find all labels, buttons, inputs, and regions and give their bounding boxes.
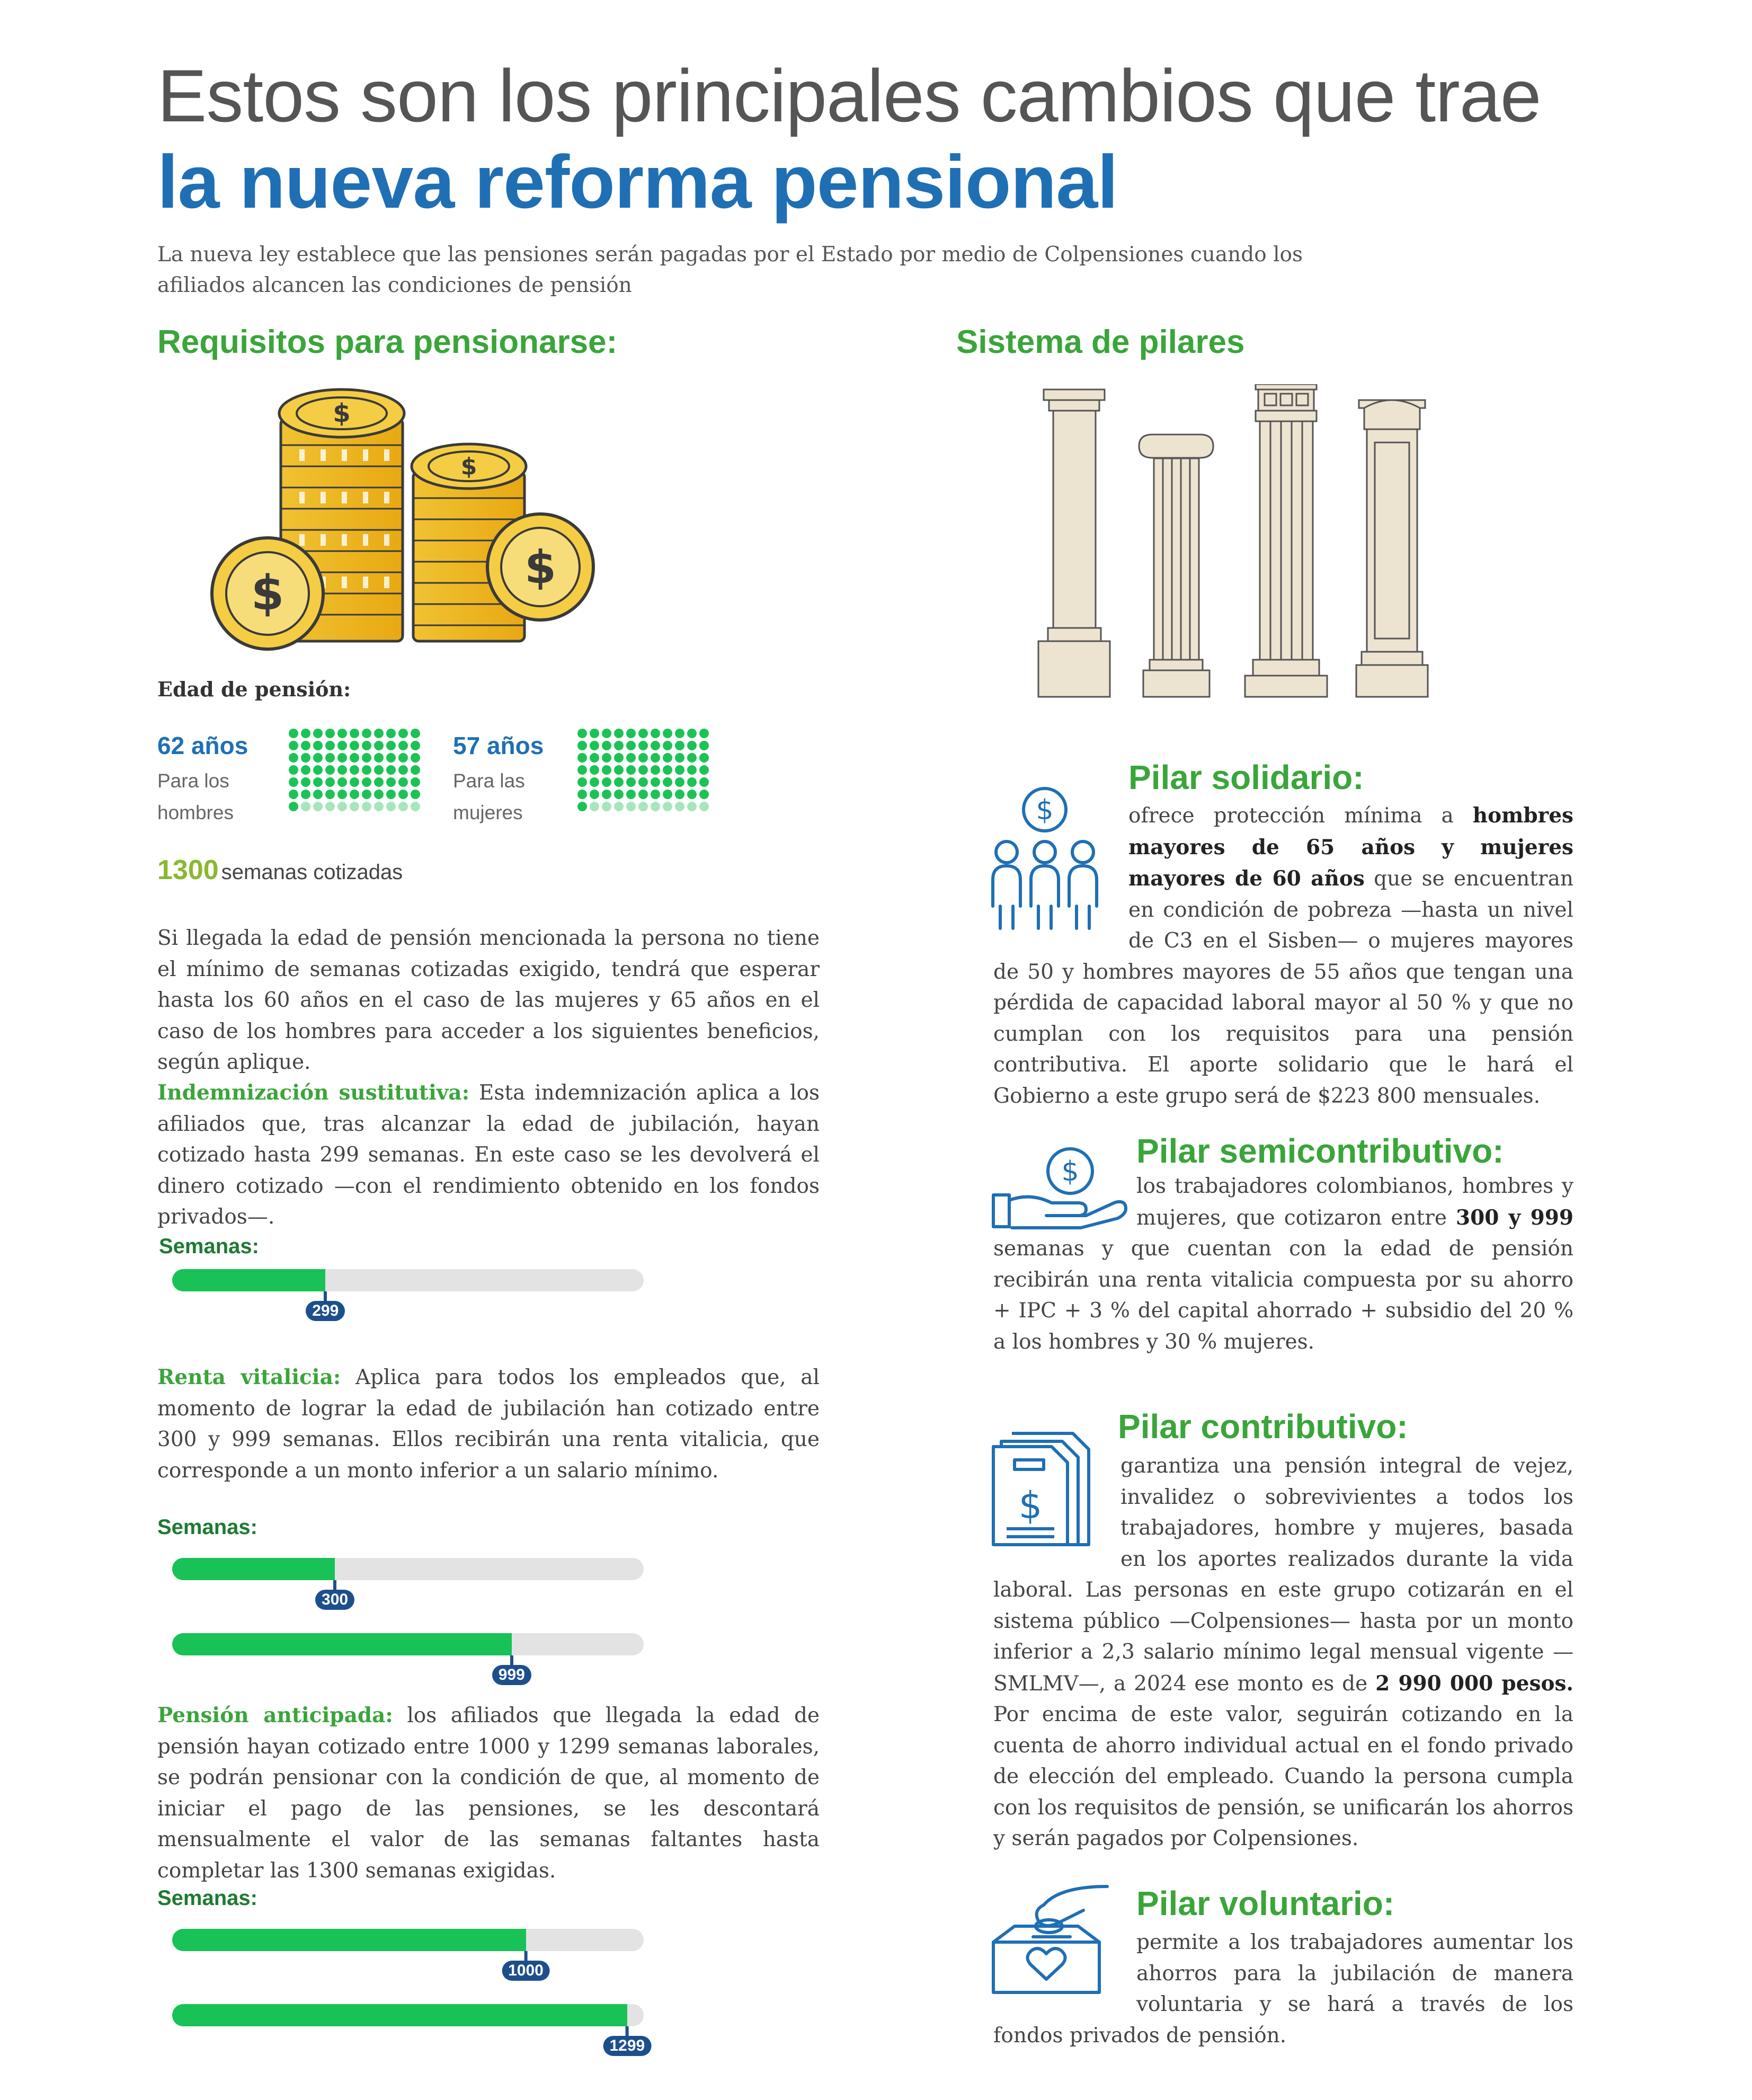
pilar-contributivo-text: garantiza una pensión integral de vejez, invalidez o sobrevivientes a todos los trabajadores, hombre y mujeres, basada en los aportes realizados durante la vida laboral. Las personas en este grupo cotizarán en el sistema público —Colpensiones— hasta por un monto inferior a 2,3 salario mínimo legal mensual vigente —SMLMV—, a 2024 ese monto es de 2 990 000 pesos. Por encima de este valor, seguirán cotizando en la cuenta de ahorro individual actual en el fondo privado de elección del empleado. Cuando la persona cumpla con los requisitos de pensión, se unificarán los ahorros y serán pagados por Colpensiones. — [993, 1454, 1574, 1850]
dot — [325, 777, 335, 787]
dot — [614, 765, 624, 775]
pilar-solidario-text: ofrece protección mínima a hombres mayores de 65 años y mujeres mayores de 60 años que se encuentran en condición de pobreza —hasta un nivel de C3 en el Sisben— o mujeres mayores de 50 y hombres mayores de 55 años que tengan una pérdida de capacidad laboral mayor al 50 % y que no cumplan con los requisitos para una pensión contributiva. El aporte solidario que le hará el Gobierno a este grupo será de $223 800 mensuales. — [993, 803, 1573, 1108]
pilar-voluntario-text: permite a los trabajadores aumentar los ahorros para la jubilación de manera voluntaria y se hará a través de los fondos privados de pensión. — [993, 1930, 1573, 2048]
dot — [638, 741, 648, 750]
dot — [675, 765, 684, 775]
dot — [398, 753, 408, 763]
dot — [374, 765, 384, 775]
dot — [602, 729, 611, 738]
dot — [301, 753, 310, 763]
dot — [386, 777, 396, 787]
dot — [362, 741, 371, 750]
dot — [386, 741, 396, 750]
dot — [614, 741, 624, 750]
pilar-contributivo-title: Pilar contributivo: — [1118, 1407, 1408, 1446]
dot — [362, 777, 371, 787]
weeks-marker: 1299 — [603, 2036, 651, 2056]
weeks-label: Semanas: — [159, 1235, 259, 1258]
age-mujeres: 57 años — [453, 732, 544, 759]
weeks-bar-fill — [172, 2004, 627, 2026]
dot — [313, 777, 323, 787]
dot — [374, 802, 384, 811]
dot — [362, 765, 371, 775]
dot — [590, 777, 599, 787]
dot — [374, 729, 384, 738]
age-hombres-caption: Para los hombres — [157, 770, 234, 823]
dot — [651, 741, 660, 750]
dot — [699, 790, 709, 799]
dot — [687, 802, 697, 811]
weeks-label: Semanas: — [157, 1886, 257, 1910]
dot — [411, 765, 420, 775]
weeks-bar — [172, 1633, 644, 1655]
dot — [577, 777, 587, 787]
edad-label: Edad de pensión: — [157, 677, 351, 701]
weeks-bar-fill — [172, 1558, 335, 1580]
weeks-bar — [172, 1929, 644, 1951]
dot — [675, 753, 684, 763]
dot — [651, 777, 660, 787]
dot — [398, 765, 408, 775]
dot — [289, 765, 298, 775]
dot — [313, 765, 323, 775]
age-mujeres-caption: Para las mujeres — [453, 770, 525, 823]
dot — [301, 790, 310, 799]
dot — [337, 765, 347, 775]
dot — [301, 777, 310, 787]
dot — [590, 802, 599, 811]
dot — [386, 790, 396, 799]
dot — [699, 753, 709, 763]
dot — [337, 729, 347, 738]
dot — [325, 729, 335, 738]
dot — [638, 753, 648, 763]
dot — [577, 765, 587, 775]
dot — [699, 765, 709, 775]
dot — [386, 802, 396, 811]
dot — [411, 741, 420, 750]
weeks-label: Semanas: — [157, 1516, 257, 1539]
semanas-cotizadas: 1300 semanas cotizadas — [157, 855, 403, 885]
dot — [663, 802, 672, 811]
dot — [590, 729, 599, 738]
dot — [602, 741, 611, 750]
pillars-icon — [1033, 384, 1446, 702]
weeks-bar-fill — [172, 1633, 512, 1655]
dot — [626, 802, 636, 811]
dot — [362, 753, 371, 763]
dot — [325, 790, 335, 799]
requisitos-title: Requisitos para pensionarse: — [157, 324, 618, 360]
dot — [386, 753, 396, 763]
dot — [699, 729, 709, 738]
indemnizacion-text: Indemnización sustitutiva: Esta indemnización aplica a los afiliados que, tras alcanzar la edad de jubilación, hayan cotizado hasta 299 semanas. En este caso se les devolverá el dinero cotizado —con el rendimiento obtenido en los fondos privados—. — [157, 1080, 820, 1229]
dot — [362, 790, 371, 799]
pilar-semicontributivo-text: los trabajadores colombianos, hombres y mujeres, que cotizaron entre 300 y 999 semanas y que cuentan con la edad de pensión recibirán una renta vitalicia compuesta por su ahorro + IPC + 3 % del capital ahorrado + subsidio del 20 % a los hombres y 30 % mujeres. — [993, 1174, 1573, 1354]
dot — [350, 765, 359, 775]
dot — [614, 777, 624, 787]
dot — [626, 741, 636, 750]
dot — [590, 741, 599, 750]
svg-text:$: $ — [460, 453, 477, 480]
dot — [374, 741, 384, 750]
explanation-text: Si llegada la edad de pensión mencionada la persona no tiene el mínimo de semanas cotizadas exigido, tendrá que esperar hasta los 60 años en el caso de las mujeres y 65 años en el caso de los hombres para acceder a los siguientes beneficios, según aplique. — [157, 926, 820, 1074]
dot — [398, 802, 408, 811]
dot — [687, 790, 697, 799]
dot — [577, 802, 587, 811]
dot — [638, 790, 648, 799]
dot — [614, 753, 624, 763]
dot — [301, 802, 310, 811]
dot — [289, 753, 298, 763]
dot — [289, 802, 298, 811]
dot — [651, 790, 660, 799]
dot-grid-hombres — [289, 729, 420, 811]
dot — [411, 802, 420, 811]
svg-text:$: $ — [1061, 1156, 1079, 1188]
dot — [663, 741, 672, 750]
dot — [325, 802, 335, 811]
dot — [313, 729, 323, 738]
dot — [325, 765, 335, 775]
weeks-marker: 299 — [306, 1301, 345, 1321]
dot — [626, 765, 636, 775]
dot — [350, 790, 359, 799]
dot — [687, 741, 697, 750]
dot — [663, 777, 672, 787]
dot — [626, 729, 636, 738]
dot — [350, 729, 359, 738]
dot — [638, 777, 648, 787]
dot — [638, 729, 648, 738]
dot — [651, 802, 660, 811]
dot — [374, 777, 384, 787]
dot — [651, 753, 660, 763]
dot — [337, 777, 347, 787]
coins-stack-icon — [207, 387, 609, 662]
dot — [362, 729, 371, 738]
dot — [614, 802, 624, 811]
dot — [602, 790, 611, 799]
weeks-marker: 999 — [492, 1665, 531, 1685]
dot — [398, 790, 408, 799]
dot — [663, 765, 672, 775]
dot — [590, 790, 599, 799]
intro-text: La nueva ley establece que las pensiones serán pagadas por el Estado por medio de Colpensiones cuando los afiliados alcancen las condiciones de pensión — [157, 243, 1303, 297]
page-title-line2: la nueva reforma pensional — [157, 140, 1118, 224]
dot — [289, 729, 298, 738]
dot — [663, 729, 672, 738]
dot — [590, 753, 599, 763]
dot — [398, 777, 408, 787]
dot — [602, 753, 611, 763]
dot — [289, 777, 298, 787]
dot — [577, 729, 587, 738]
dot — [651, 765, 660, 775]
dot — [577, 741, 587, 750]
dot — [289, 790, 298, 799]
dot — [577, 753, 587, 763]
dot-grid-mujeres — [577, 729, 709, 811]
svg-text:$: $ — [1036, 794, 1054, 826]
dot — [651, 729, 660, 738]
dot — [362, 802, 371, 811]
dot — [301, 729, 310, 738]
dot — [602, 802, 611, 811]
dot — [398, 729, 408, 738]
dot — [602, 765, 611, 775]
dot — [699, 741, 709, 750]
dot — [626, 790, 636, 799]
dot — [386, 729, 396, 738]
dot — [313, 753, 323, 763]
dot — [337, 741, 347, 750]
dot — [687, 753, 697, 763]
dot — [350, 777, 359, 787]
dot — [386, 765, 396, 775]
dot — [687, 765, 697, 775]
dot — [626, 777, 636, 787]
dot — [699, 802, 709, 811]
dot — [675, 802, 684, 811]
age-hombres: 62 años — [157, 732, 248, 759]
dot — [699, 777, 709, 787]
weeks-bar — [172, 2004, 644, 2026]
svg-text:$: $ — [524, 541, 556, 594]
dot — [411, 729, 420, 738]
dot — [663, 753, 672, 763]
dot — [313, 802, 323, 811]
dot — [325, 753, 335, 763]
dot — [675, 790, 684, 799]
dot — [411, 777, 420, 787]
dot — [337, 753, 347, 763]
dot — [411, 753, 420, 763]
weeks-bar-fill — [172, 1269, 325, 1291]
weeks-bar — [172, 1558, 644, 1580]
dot — [663, 790, 672, 799]
dot — [337, 790, 347, 799]
dot — [325, 741, 335, 750]
dot — [675, 777, 684, 787]
dot — [675, 729, 684, 738]
dot — [313, 790, 323, 799]
dot — [590, 765, 599, 775]
pilar-semicontributivo-title: Pilar semicontributivo: — [1136, 1132, 1504, 1170]
dot — [374, 790, 384, 799]
pilar-voluntario-title: Pilar voluntario: — [1136, 1884, 1395, 1922]
dot — [398, 741, 408, 750]
dot — [687, 729, 697, 738]
dot — [350, 741, 359, 750]
pilar-solidario-title: Pilar solidario: — [1128, 758, 1364, 796]
dot — [301, 765, 310, 775]
dot — [313, 741, 323, 750]
weeks-marker: 1000 — [502, 1961, 550, 1981]
svg-text:$: $ — [333, 398, 351, 428]
weeks-bar-fill — [172, 1929, 526, 1951]
dot — [289, 741, 298, 750]
svg-text:$: $ — [251, 565, 284, 621]
page-title-line1: Estos son los principales cambios que trae — [157, 54, 1541, 137]
dot — [614, 790, 624, 799]
dot — [374, 753, 384, 763]
dot — [577, 790, 587, 799]
dot — [638, 802, 648, 811]
dot — [638, 765, 648, 775]
renta-text: Renta vitalicia: Aplica para todos los empleados que, al momento de lograr la edad de jubilación han cotizado entre 300 y 999 semanas. Ellos recibirán una renta vitalicia, que corresponde a un monto inferior a un salario mínimo. — [157, 1365, 820, 1483]
svg-text:$: $ — [1018, 1484, 1043, 1527]
dot — [602, 777, 611, 787]
dot — [411, 790, 420, 799]
weeks-marker: 300 — [315, 1590, 354, 1610]
dot — [687, 777, 697, 787]
weeks-bar — [172, 1269, 644, 1291]
dot — [301, 741, 310, 750]
dot — [626, 753, 636, 763]
anticipada-text: Pensión anticipada: los afiliados que llegada la edad de pensión hayan cotizado entre 1000 y 1299 semanas laborales, se podrán pensionar con la condición de que, al momento de iniciar el pago de las pensiones, se les descontará mensualmente el valor de las semanas faltantes hasta completar las 1300 semanas exigidas. — [157, 1703, 820, 1883]
dot — [350, 802, 359, 811]
dot — [337, 802, 347, 811]
pilares-title: Sistema de pilares — [956, 324, 1245, 360]
dot — [675, 741, 684, 750]
dot — [614, 729, 624, 738]
dot — [350, 753, 359, 763]
